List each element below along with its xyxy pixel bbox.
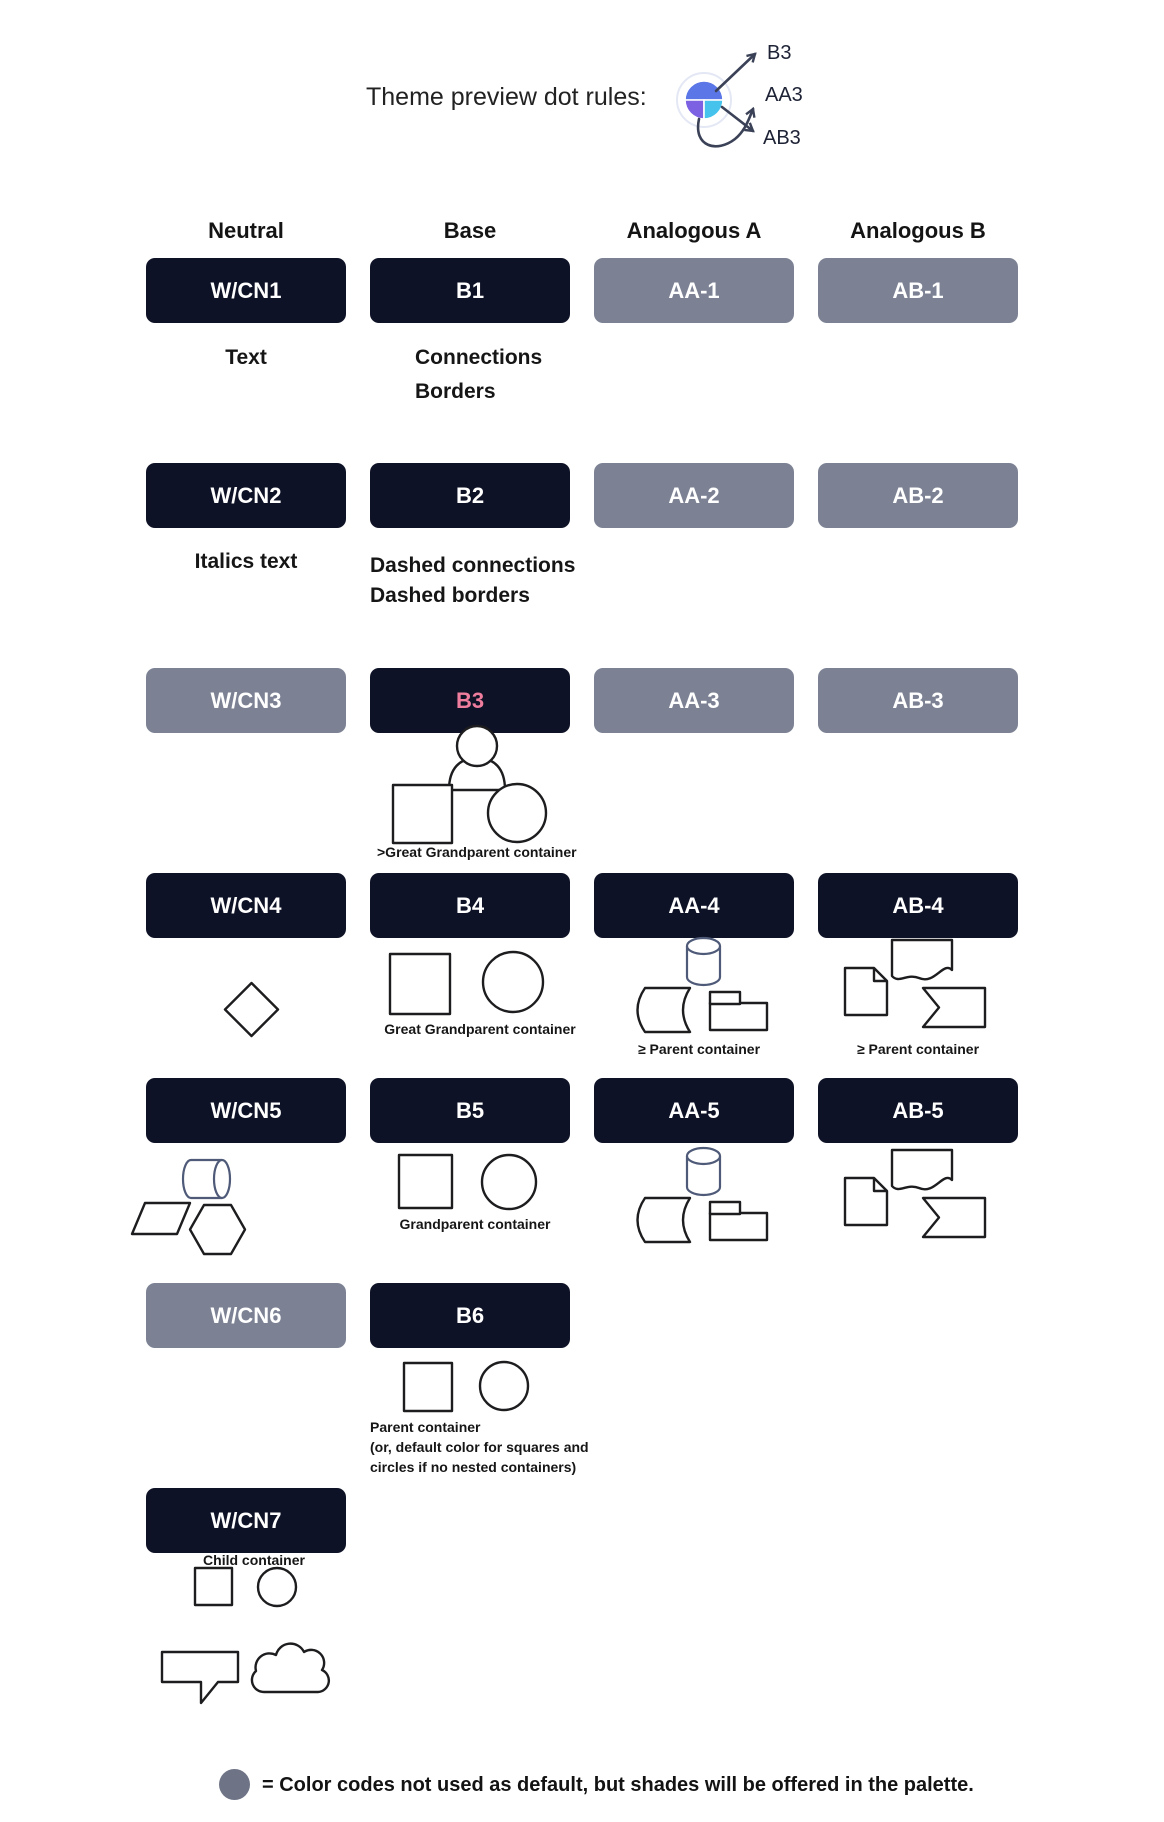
- circle-shape: [258, 1568, 296, 1606]
- caption-great-grandparent: Great Grandparent container: [384, 1021, 576, 1037]
- caption-parent-ab4: ≥ Parent container: [856, 1041, 980, 1057]
- pill-wcn1-label: W/CN1: [210, 277, 282, 303]
- pill-wcn3-label: W/CN3: [210, 687, 282, 713]
- pill-ab2-label: AB-2: [892, 482, 944, 508]
- wcn5-figure: [132, 1160, 245, 1254]
- cloud-icon: [252, 1644, 329, 1692]
- pill-ab5-label: AB-5: [892, 1097, 944, 1123]
- wavy-document-icon: [892, 940, 952, 979]
- pill-aa5-label: AA-5: [668, 1097, 720, 1123]
- pill-b1-label: B1: [455, 277, 485, 303]
- speech-bubble-icon: [162, 1652, 238, 1703]
- dot-purple-quarter: [685, 100, 704, 119]
- parallelogram-shape: [132, 1203, 190, 1234]
- b3-figure: [393, 726, 546, 843]
- b5-figure: [399, 1155, 536, 1209]
- circle-shape: [483, 952, 543, 1012]
- pill-wcn7-label: W/CN7: [210, 1507, 282, 1533]
- notched-flag-icon: [923, 988, 985, 1027]
- column-header-neutral: Neutral: [208, 218, 284, 243]
- pill-aa1-label: AA-1: [668, 277, 720, 303]
- b4-figure: [390, 952, 543, 1014]
- square-shape: [195, 1568, 232, 1605]
- pill-b5-label: B5: [455, 1097, 485, 1123]
- b6-figure: [404, 1362, 528, 1411]
- pill-wcn2-label: W/CN2: [210, 482, 282, 508]
- caption-italics-text: Italics text: [194, 550, 298, 573]
- caption-connections-line: Connections: [415, 346, 543, 369]
- caption-dashed-connections-line: Dashed connections: [370, 554, 576, 577]
- page-icon: [845, 968, 887, 1015]
- wcn7-figure: [162, 1568, 329, 1703]
- tabbed-card-body-icon: [710, 1003, 767, 1030]
- caption-borders-line: Borders: [415, 380, 496, 403]
- circle-shape: [488, 784, 546, 842]
- caption-dashed-borders-line: Dashed borders: [370, 584, 530, 607]
- arrow-to-b3: [716, 54, 755, 91]
- pill-ab1-label: AB-1: [892, 277, 944, 303]
- column-header-analogous-b: Analogous B: [850, 218, 986, 243]
- diamond-shape: [225, 983, 278, 1036]
- pill-aa2-label: AA-2: [668, 482, 720, 508]
- dot-cyan-quarter: [704, 100, 723, 119]
- aa5-figure: [638, 1148, 768, 1242]
- ab5-figure: [845, 1150, 985, 1237]
- pill-ab3-label: AB-3: [892, 687, 944, 713]
- column-header-analogous-a: Analogous A: [626, 218, 762, 243]
- person-head-icon: [457, 726, 497, 766]
- stored-data-icon: [638, 988, 691, 1032]
- dot-target-aa3: AA3: [765, 84, 803, 106]
- dot-target-ab3: AB3: [763, 127, 801, 149]
- caption-text: Text: [225, 346, 267, 369]
- legend-text: = Color codes not used as default, but shades will be offered in the palette.: [262, 1774, 974, 1796]
- pill-ab4-label: AB-4: [892, 892, 944, 918]
- theme-preview-dot-icon: [677, 73, 731, 127]
- aa4-figure: [638, 938, 768, 1032]
- caption-parent-b6-line3: circles if no nested containers): [370, 1459, 577, 1475]
- dot-target-b3: B3: [767, 42, 792, 64]
- hexagon-shape: [190, 1205, 245, 1254]
- tabbed-card-tab-icon: [710, 992, 740, 1004]
- circle-shape: [480, 1362, 528, 1410]
- pill-aa4-label: AA-4: [668, 892, 720, 918]
- square-shape: [404, 1363, 452, 1411]
- pill-b6-label: B6: [455, 1302, 485, 1328]
- square-shape: [399, 1155, 452, 1208]
- cylinder-top-icon: [687, 938, 720, 954]
- horizontal-cylinder-cap-icon: [214, 1160, 230, 1198]
- caption-child: Child container: [203, 1552, 305, 1568]
- page-title: Theme preview dot rules:: [366, 83, 647, 111]
- caption-parent-b6-line1: Parent container: [370, 1419, 481, 1435]
- column-header-base: Base: [443, 218, 497, 243]
- caption-parent-aa4: ≥ Parent container: [637, 1041, 761, 1057]
- pill-b3-label: B3: [455, 687, 485, 713]
- caption-grandparent: Grandparent container: [399, 1216, 551, 1232]
- pill-wcn4-label: W/CN4: [210, 892, 282, 918]
- caption-great-grandparent-gt: >Great Grandparent container: [377, 844, 577, 860]
- square-shape: [393, 785, 452, 843]
- pill-b4-label: B4: [455, 892, 485, 918]
- caption-parent-b6-line2: (or, default color for squares and: [370, 1439, 589, 1455]
- circle-shape: [482, 1155, 536, 1209]
- pill-b2-label: B2: [455, 482, 485, 508]
- ab4-figure: [845, 940, 985, 1027]
- square-shape: [390, 954, 450, 1014]
- pill-aa3-label: AA-3: [668, 687, 720, 713]
- pill-wcn5-label: W/CN5: [210, 1097, 282, 1123]
- pill-wcn6-label: W/CN6: [210, 1302, 282, 1328]
